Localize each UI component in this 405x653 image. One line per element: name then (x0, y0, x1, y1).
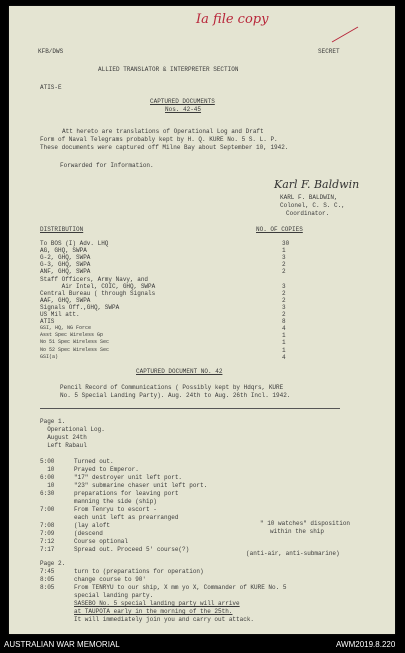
distribution-copies: 4 (282, 325, 286, 333)
log-time: 7:45 (40, 568, 55, 575)
distribution-copies: 2 (282, 268, 286, 276)
distribution-recipient: To BOS (I) Adv. LHQ (40, 240, 109, 247)
distribution-recipient: Air Intel, COIC, GHQ, SWPA (40, 282, 156, 290)
distribution-copies: 4 (282, 353, 286, 361)
distribution-recipient: GSI, HQ, NG Force (40, 325, 92, 332)
document-title: CAPTURED DOCUMENTS (150, 98, 215, 105)
distribution-copies: 2 (282, 289, 286, 297)
page-two-heading: Page 2. (40, 560, 66, 567)
log-time: 6:00 (40, 474, 55, 481)
watches-note-1: " 10 watches" disposition (260, 520, 351, 527)
distribution-recipient: US Mil att. (40, 311, 80, 318)
captured-document-heading: CAPTURED DOCUMENT NO. 42 (136, 368, 223, 375)
distribution-copies: 2 (282, 296, 286, 304)
distribution-copies: 1 (282, 332, 286, 340)
distribution-recipient: Staff Officers, Army Navy, and (40, 275, 149, 283)
log-time: 5:00 (40, 458, 55, 465)
log-entry: Turned out. (74, 458, 114, 465)
distribution-recipient: No 51 Spec Wireless Sec (40, 339, 110, 346)
reference-code: KFB/DWS (38, 48, 64, 55)
log-time: 7:17 (40, 546, 55, 553)
distribution-copies: 3 (282, 254, 286, 262)
log-entry: (lay aloft (74, 522, 111, 529)
footer-accession: AWM2019.8.220 (336, 640, 396, 649)
distribution-copies: 1 (282, 339, 286, 347)
log-time: 10 (40, 466, 55, 473)
distribution-copies: 30 (282, 240, 290, 247)
handwritten-annotation: Ia file copy (196, 12, 269, 27)
log-time: 10 (40, 482, 55, 489)
distribution-recipient: AAF, GHQ, SWPA (40, 296, 91, 304)
log-entry: at TAUPOTA early in the morning of the 25th. (74, 608, 233, 615)
log-entry: "17" destroyer unit left port. (74, 474, 183, 481)
log-entry: SASEBO No. 5 special landing party will arrive (74, 600, 240, 607)
distribution-recipient: Signals Off.,GHQ, SWPA (40, 303, 120, 311)
section-title: ALLIED TRANSLATOR & INTERPRETER SECTION (98, 66, 239, 73)
separator-line (40, 408, 340, 409)
distribution-recipient: GSI(a) (40, 353, 59, 360)
distribution-recipient: No 52 Spec Wireless Sec (40, 346, 110, 353)
watches-note-2: within the ship (270, 528, 325, 535)
log-time: 8:05 (40, 576, 55, 583)
distribution-copies: 3 (282, 303, 286, 311)
log-entry: special landing party. (74, 592, 154, 599)
log-entry: change course to 90' (74, 576, 147, 583)
distribution-recipient: AG, GHQ, SWPA (40, 247, 87, 255)
distribution-recipient: G-2, GHQ, SWPA (40, 254, 91, 262)
log-entry: turn to (preparations for operation) (74, 568, 204, 575)
distribution-copies: 3 (282, 282, 286, 290)
log-time: 7:00 (40, 506, 55, 513)
log-entry: manning the side (ship) (74, 498, 157, 505)
distribution-copies: 1 (282, 247, 286, 255)
distribution-copies: 8 (282, 318, 286, 326)
distribution-header: DISTRIBUTION (40, 226, 84, 233)
signature-handwritten: Karl F. Baldwin (274, 178, 360, 191)
log-entry: From Tenryu to escort - (74, 506, 157, 513)
log-entry: From TENRYU to our ship, X mm yo X, Commander of KURE No. 5 (74, 584, 287, 591)
log-time: 7:12 (40, 538, 55, 545)
log-time: 7:09 (40, 530, 55, 537)
document-subtitle: Nos. 42-45 (165, 106, 202, 113)
forwarded-note: Forwarded for Information. (60, 162, 154, 169)
log-entry: It will immediately join you and carry out attack. (74, 616, 255, 623)
distribution-recipient: G-3, GHQ, SWPA (40, 261, 91, 269)
copies-header: NO. OF COPIES (256, 226, 303, 233)
atis-code: ATIS-E (40, 84, 62, 91)
classification: SECRET (318, 48, 340, 55)
log-time: 7:08 (40, 522, 55, 529)
log-time: 8:05 (40, 584, 55, 591)
distribution-recipient: Central Bureau ( through Signals (40, 289, 156, 297)
log-entry: "23" submarine chaser unit left port. (74, 482, 208, 489)
log-entry: (descend (74, 530, 103, 537)
footer-source: AUSTRALIAN WAR MEMORIAL (4, 640, 120, 649)
log-entry: each unit left as prearranged (74, 514, 179, 521)
log-time: 6:30 (40, 490, 55, 497)
distribution-recipient: ATIS (40, 318, 55, 326)
log-entry: Course optional (74, 538, 129, 545)
distribution-copies: 2 (282, 311, 286, 318)
distribution-recipient: ANF, GHQ, SWPA (40, 268, 91, 276)
distribution-recipient: Asst Spec Wireless Gp (40, 332, 104, 339)
anti-note: (anti-air, anti-submarine) (246, 550, 340, 557)
log-entry: preparations for leaving port (74, 490, 179, 497)
log-entry: Spread out. Proceed 5' course(?) (74, 546, 190, 553)
log-entry: Prayed to Emperor. (74, 466, 139, 473)
distribution-copies: 1 (282, 346, 286, 354)
distribution-copies: 2 (282, 261, 286, 269)
